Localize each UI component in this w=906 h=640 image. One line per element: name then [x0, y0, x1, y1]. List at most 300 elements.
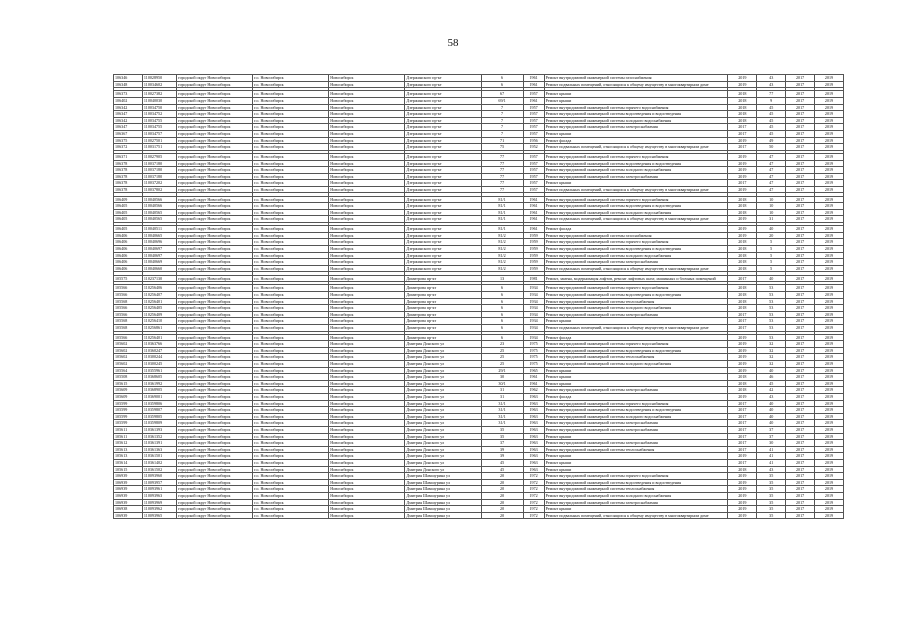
- table-cell: 110093969: [142, 499, 176, 506]
- table-cell: Новосибирск: [329, 473, 405, 480]
- table-cell: Новосибирск: [329, 361, 405, 368]
- table-cell: г.о. Новосибирск: [253, 486, 329, 493]
- table-cell: 32: [757, 361, 786, 368]
- table-cell: 6: [481, 318, 523, 325]
- table-cell: Ремонт внутридомовой инженерной системы горячего водоснабжения: [544, 473, 728, 480]
- table-cell: Ремонт внутридомовой инженерной системы горячего водоснабжения: [544, 104, 728, 111]
- table-cell: 2017: [786, 407, 815, 414]
- table-cell: Новосибирск: [329, 117, 405, 124]
- table-cell: 2018: [728, 97, 757, 104]
- table-cell: 2017: [786, 512, 815, 519]
- table-cell: Ремонт внутридомовой инженерной системы холодного водоснабжения: [544, 209, 728, 216]
- table-cell: городской округ Новосибирск: [177, 124, 253, 131]
- table-cell: городской округ Новосибирск: [177, 387, 253, 394]
- table-cell: 47: [757, 167, 786, 174]
- table-cell: 1965: [523, 367, 544, 374]
- table-cell: 110363766: [142, 341, 176, 348]
- table-cell: Новосибирск: [329, 427, 405, 434]
- table-cell: 20: [481, 506, 523, 513]
- table-cell: Дзержинского пр-кт: [405, 239, 481, 246]
- table-cell: Дзержинского пр-кт: [405, 196, 481, 203]
- table-cell: 2017: [786, 246, 815, 253]
- table-cell: 2017: [786, 453, 815, 460]
- table-cell: 40: [757, 275, 786, 282]
- table-cell: городской округ Новосибирск: [177, 160, 253, 167]
- table-cell: 1957: [523, 153, 544, 160]
- table-cell: 6: [481, 298, 523, 305]
- table-cell: 53: [757, 305, 786, 312]
- table-cell: Новосибирск: [329, 232, 405, 239]
- table-cell: Ремонт внутридомовой инженерной системы холодного водоснабжения: [544, 361, 728, 368]
- table-cell: Ремонт внутридомовой инженерной системы холодного водоснабжения: [544, 252, 728, 259]
- table-cell: 40: [757, 226, 786, 233]
- table-cell: Новосибирск: [329, 203, 405, 210]
- table-cell: Новосибирск: [329, 512, 405, 519]
- table-cell: г.о. Новосибирск: [253, 160, 329, 167]
- table-cell: 1957: [523, 111, 544, 118]
- table-cell: 1972: [523, 492, 544, 499]
- table-cell: Димитрова пр-кт: [405, 275, 481, 282]
- table-cell: 53: [757, 311, 786, 318]
- table-cell: 2019: [728, 473, 757, 480]
- table-cell: городской округ Новосибирск: [177, 512, 253, 519]
- table-cell: Новосибирск: [329, 130, 405, 137]
- table-cell: 2019: [815, 232, 844, 239]
- table-cell: 105599: [114, 420, 143, 427]
- table-cell: 81/2: [481, 265, 523, 272]
- table-cell: 2019: [815, 347, 844, 354]
- table-cell: Новосибирск: [329, 226, 405, 233]
- table-cell: Новосибирск: [329, 167, 405, 174]
- table-cell: городской округ Новосибирск: [177, 104, 253, 111]
- table-cell: Дзержинского пр-кт: [405, 81, 481, 88]
- table-cell: 110040511: [142, 226, 176, 233]
- table-cell: 110359809: [142, 420, 176, 427]
- table-row: [114, 186, 844, 193]
- table-cell: городской округ Новосибирск: [177, 433, 253, 440]
- table-row: [114, 394, 844, 401]
- table-cell: 7: [481, 104, 523, 111]
- table-row: [114, 285, 844, 292]
- table-cell: 106342: [114, 117, 143, 124]
- page-number: 58: [447, 37, 459, 49]
- table-cell: г.о. Новосибирск: [253, 186, 329, 193]
- table-cell: 2019: [728, 492, 757, 499]
- table-cell: 2017: [786, 334, 815, 341]
- table-cell: Новосибирск: [329, 173, 405, 180]
- table-cell: Дмитрия Донского ул: [405, 446, 481, 453]
- table-cell: 2019: [815, 111, 844, 118]
- table-row: [114, 173, 844, 180]
- table-cell: 2019: [728, 453, 757, 460]
- table-row: [114, 305, 844, 312]
- table-cell: Дзержинского пр-кт: [405, 75, 481, 82]
- table-cell: 106939: [114, 486, 143, 493]
- table-cell: Ремонт подвальных помещений, относящихся к общему имуществу в многоквартирном доме: [544, 265, 728, 272]
- table-cell: 2017: [728, 446, 757, 453]
- table-cell: 2017: [786, 265, 815, 272]
- table-cell: г.о. Новосибирск: [253, 81, 329, 88]
- table-row: [114, 341, 844, 348]
- table-cell: городской округ Новосибирск: [177, 492, 253, 499]
- table-cell: 43: [757, 394, 786, 401]
- table-cell: 2019: [815, 186, 844, 193]
- table-cell: Новосибирск: [329, 196, 405, 203]
- table-cell: 2019: [815, 407, 844, 414]
- table-cell: Новосибирск: [329, 459, 405, 466]
- table-cell: 110360247: [142, 347, 176, 354]
- table-cell: 81/2: [481, 232, 523, 239]
- table-cell: Новосибирск: [329, 506, 405, 513]
- table-cell: 110027382: [142, 91, 176, 98]
- table-cell: г.о. Новосибирск: [253, 492, 329, 499]
- table-cell: 2019: [815, 420, 844, 427]
- table-cell: городской округ Новосибирск: [177, 265, 253, 272]
- table-cell: 110256401: [142, 334, 176, 341]
- table-cell: 1957: [523, 186, 544, 193]
- table-cell: Новосибирск: [329, 305, 405, 312]
- table-row: [114, 380, 844, 387]
- table-cell: 110256406: [142, 285, 176, 292]
- table-cell: 71: [481, 137, 523, 144]
- table-cell: 1959: [523, 259, 544, 266]
- table-cell: 39: [481, 453, 523, 460]
- table-cell: 1959: [523, 246, 544, 253]
- table-cell: 2018: [728, 259, 757, 266]
- table-cell: г.о. Новосибирск: [253, 446, 329, 453]
- table-row: [114, 246, 844, 253]
- table-cell: 5: [757, 246, 786, 253]
- table-cell: 110093963: [142, 492, 176, 499]
- table-cell: Ремонт внутридомовой инженерной системы холодного водоснабжения: [544, 492, 728, 499]
- table-cell: 2017: [786, 354, 815, 361]
- table-cell: Дмитрия Донского ул: [405, 440, 481, 447]
- table-cell: Дзержинского пр-кт: [405, 216, 481, 223]
- table-cell: Новосибирск: [329, 367, 405, 374]
- table-row: [114, 259, 844, 266]
- table-cell: 77: [481, 153, 523, 160]
- table-cell: 2019: [728, 512, 757, 519]
- table-cell: 45: [757, 130, 786, 137]
- table-cell: 110037180: [142, 167, 176, 174]
- table-cell: Ремонт крыши: [544, 130, 728, 137]
- table-cell: 77: [481, 160, 523, 167]
- table-cell: 2017: [786, 400, 815, 407]
- table-row: [114, 466, 844, 473]
- table-row: [114, 81, 844, 88]
- table-cell: Дмитрия Донского ул: [405, 367, 481, 374]
- table-cell: 2019: [815, 427, 844, 434]
- table-row: [114, 361, 844, 368]
- table-cell: 2017: [786, 117, 815, 124]
- table-cell: г.о. Новосибирск: [253, 226, 329, 233]
- table-cell: 105568: [114, 318, 143, 325]
- table-cell: Димитрова пр-кт: [405, 334, 481, 341]
- table-cell: 110300245: [142, 361, 176, 368]
- table-cell: г.о. Новосибирск: [253, 499, 329, 506]
- table-cell: Новосибирск: [329, 252, 405, 259]
- table-cell: 2019: [815, 81, 844, 88]
- table-cell: 110359807: [142, 407, 176, 414]
- table-cell: г.о. Новосибирск: [253, 259, 329, 266]
- table-cell: г.о. Новосибирск: [253, 459, 329, 466]
- table-cell: Дзержинского пр-кт: [405, 265, 481, 272]
- table-cell: 106938: [114, 506, 143, 513]
- table-cell: 1959: [523, 265, 544, 272]
- table-row: [114, 407, 844, 414]
- table-cell: г.о. Новосибирск: [253, 173, 329, 180]
- table-cell: 105614: [114, 459, 143, 466]
- table-cell: Дмитрия Шамшурина ул: [405, 512, 481, 519]
- table-cell: Ремонт внутридомовой инженерной системы электроснабжения: [544, 311, 728, 318]
- table-row: [114, 479, 844, 486]
- table-cell: 1961: [523, 226, 544, 233]
- table-cell: 41: [757, 453, 786, 460]
- table-cell: Новосибирск: [329, 499, 405, 506]
- table-cell: 39: [481, 446, 523, 453]
- table-cell: 105609: [114, 387, 143, 394]
- table-cell: 7: [481, 130, 523, 137]
- table-cell: Новосибирск: [329, 420, 405, 427]
- table-cell: 110368605: [142, 374, 176, 381]
- table-cell: 45: [481, 459, 523, 466]
- table-cell: 2017: [786, 75, 815, 82]
- table-cell: Новосибирск: [329, 298, 405, 305]
- table-cell: Ремонт фасада: [544, 334, 728, 341]
- table-cell: городской округ Новосибирск: [177, 354, 253, 361]
- table-cell: городской округ Новосибирск: [177, 499, 253, 506]
- table-cell: 2019: [815, 380, 844, 387]
- table-cell: 106378: [114, 186, 143, 193]
- table-cell: городской округ Новосибирск: [177, 427, 253, 434]
- table-cell: 106939: [114, 512, 143, 519]
- table-cell: 25: [481, 361, 523, 368]
- table-row: [114, 387, 844, 394]
- table-cell: 35: [757, 473, 786, 480]
- table-cell: 2017: [728, 311, 757, 318]
- table-cell: Новосибирск: [329, 97, 405, 104]
- table-cell: Ремонт внутридомовой инженерной системы теплоснабжения: [544, 486, 728, 493]
- table-cell: Дмитрия Донского ул: [405, 400, 481, 407]
- table-cell: 105613: [114, 446, 143, 453]
- table-cell: Ремонт фасада: [544, 226, 728, 233]
- table-cell: 106406: [114, 265, 143, 272]
- table-cell: 47: [757, 160, 786, 167]
- table-cell: 110034602: [142, 81, 176, 88]
- table-cell: Дзержинского пр-кт: [405, 209, 481, 216]
- table-cell: Новосибирск: [329, 186, 405, 193]
- table-cell: 2017: [786, 394, 815, 401]
- table-cell: 50: [757, 144, 786, 151]
- table-cell: 2017: [728, 180, 757, 187]
- table-cell: 105566: [114, 311, 143, 318]
- table-cell: г.о. Новосибирск: [253, 311, 329, 318]
- table-cell: 2017: [786, 506, 815, 513]
- table-cell: Новосибирск: [329, 453, 405, 460]
- table-cell: 2019: [728, 137, 757, 144]
- table-cell: Дзержинского пр-кт: [405, 91, 481, 98]
- table-cell: 2019: [815, 173, 844, 180]
- table-cell: Дзержинского пр-кт: [405, 232, 481, 239]
- table-cell: 2018: [728, 117, 757, 124]
- table-cell: Дзержинского пр-кт: [405, 252, 481, 259]
- table-cell: Новосибирск: [329, 239, 405, 246]
- table-cell: 106939: [114, 499, 143, 506]
- table-cell: городской округ Новосибирск: [177, 407, 253, 414]
- table-cell: 1961: [523, 374, 544, 381]
- table-cell: 67: [481, 91, 523, 98]
- table-cell: 2018: [728, 285, 757, 292]
- table-cell: 110027905: [142, 153, 176, 160]
- table-cell: 81/1: [481, 196, 523, 203]
- table-cell: 1972: [523, 512, 544, 519]
- table-cell: 2019: [815, 180, 844, 187]
- table-cell: 2017: [786, 311, 815, 318]
- table-cell: Новосибирск: [329, 216, 405, 223]
- table-cell: 110361363: [142, 446, 176, 453]
- table-cell: 2017: [786, 130, 815, 137]
- table-cell: 2019: [815, 473, 844, 480]
- table-cell: г.о. Новосибирск: [253, 473, 329, 480]
- table-row: [114, 499, 844, 506]
- table-cell: 1963: [523, 427, 544, 434]
- table-cell: Новосибирск: [329, 75, 405, 82]
- table-cell: Ремонт фасада: [544, 394, 728, 401]
- table-cell: 106346: [114, 75, 143, 82]
- table-row: [114, 239, 844, 246]
- table-cell: 110034755: [142, 124, 176, 131]
- table-cell: г.о. Новосибирск: [253, 341, 329, 348]
- table-cell: 1957: [523, 173, 544, 180]
- table-cell: Новосибирск: [329, 318, 405, 325]
- table-cell: городской округ Новосибирск: [177, 361, 253, 368]
- table-cell: Ремонт внутридомовой инженерной системы водоотведения и водоотведения: [544, 479, 728, 486]
- table-cell: 106409: [114, 196, 143, 203]
- table-cell: 2019: [815, 446, 844, 453]
- table-cell: 32: [757, 341, 786, 348]
- table-cell: 110369001: [142, 394, 176, 401]
- table-cell: Ремонт внутридомовой инженерной системы горячего водоснабжения: [544, 400, 728, 407]
- table-cell: 106406: [114, 232, 143, 239]
- table-cell: 2019: [728, 167, 757, 174]
- table-cell: 106402: [114, 97, 143, 104]
- table-cell: 13: [481, 275, 523, 282]
- table-cell: Новосибирск: [329, 265, 405, 272]
- table-cell: 2017: [786, 252, 815, 259]
- table-cell: 1934: [523, 305, 544, 312]
- table-cell: 2018: [728, 252, 757, 259]
- table-cell: 2017: [786, 137, 815, 144]
- table-cell: городской округ Новосибирск: [177, 413, 253, 420]
- table-cell: 81/2: [481, 259, 523, 266]
- table-cell: городской округ Новосибирск: [177, 291, 253, 298]
- table-cell: г.о. Новосибирск: [253, 512, 329, 519]
- table-cell: 1957: [523, 180, 544, 187]
- table-cell: 2018: [728, 298, 757, 305]
- table-cell: Дмитрия Донского ул: [405, 420, 481, 427]
- table-cell: Новосибирск: [329, 275, 405, 282]
- table-cell: 6: [481, 324, 523, 331]
- table-cell: 20: [481, 512, 523, 519]
- table-cell: 2017: [786, 459, 815, 466]
- table-cell: 2017: [786, 167, 815, 174]
- table-cell: 110359805: [142, 413, 176, 420]
- table-cell: 35: [481, 433, 523, 440]
- table-cell: 1934: [523, 298, 544, 305]
- table-cell: 2019: [815, 305, 844, 312]
- table-cell: 105575: [114, 275, 143, 282]
- table-cell: Новосибирск: [329, 324, 405, 331]
- table-cell: Ремонт крыши: [544, 453, 728, 460]
- table-cell: 1963: [523, 440, 544, 447]
- table-cell: городской округ Новосибирск: [177, 341, 253, 348]
- table-cell: городской округ Новосибирск: [177, 400, 253, 407]
- table-cell: Новосибирск: [329, 374, 405, 381]
- table-row: [114, 75, 844, 82]
- table-cell: Новосибирск: [329, 124, 405, 131]
- table-cell: Новосибирск: [329, 246, 405, 253]
- table-cell: 46: [757, 374, 786, 381]
- table-cell: 20: [481, 486, 523, 493]
- table-cell: 20: [481, 473, 523, 480]
- table-cell: Ремонт внутридомовой инженерной системы водоотведения и водоотведения: [544, 246, 728, 253]
- table-cell: Ремонт подвальных помещений, относящихся к общему имуществу в многоквартирном доме: [544, 216, 728, 223]
- table-cell: Дзержинского пр-кт: [405, 173, 481, 180]
- table-cell: 2017: [728, 413, 757, 420]
- table-cell: городской округ Новосибирск: [177, 232, 253, 239]
- table-cell: 35: [757, 506, 786, 513]
- table-cell: г.о. Новосибирск: [253, 334, 329, 341]
- table-cell: Дзержинского пр-кт: [405, 153, 481, 160]
- table-cell: городской округ Новосибирск: [177, 311, 253, 318]
- table-row: [114, 160, 844, 167]
- table-cell: Дзержинского пр-кт: [405, 203, 481, 210]
- table-cell: Дмитрия Донского ул: [405, 407, 481, 414]
- table-cell: 2018: [728, 203, 757, 210]
- table-cell: 110256410: [142, 318, 176, 325]
- table-cell: 2019: [815, 374, 844, 381]
- table-cell: городской округ Новосибирск: [177, 226, 253, 233]
- table-cell: 53: [757, 318, 786, 325]
- table-cell: Ремонт внутридомовой инженерной системы холодного водоснабжения: [544, 305, 728, 312]
- table-cell: Ремонт крыши: [544, 97, 728, 104]
- table-cell: 106348: [114, 81, 143, 88]
- table-cell: 110040565: [142, 209, 176, 216]
- table-cell: Димитрова пр-кт: [405, 298, 481, 305]
- table-cell: 2019: [728, 479, 757, 486]
- table-row: [114, 91, 844, 98]
- table-cell: 2017: [786, 433, 815, 440]
- table-cell: 35: [757, 492, 786, 499]
- table-cell: Новосибирск: [329, 492, 405, 499]
- table-row: [114, 137, 844, 144]
- table-cell: Дмитрия Донского ул: [405, 354, 481, 361]
- table-cell: 110093957: [142, 479, 176, 486]
- table-cell: 40: [757, 413, 786, 420]
- table-cell: Ремонт внутридомовой инженерной системы горячего водоснабжения: [544, 285, 728, 292]
- table-cell: 1957: [523, 160, 544, 167]
- table-cell: 6: [481, 291, 523, 298]
- table-cell: Ремонт внутридомовой инженерной системы горячего водоснабжения: [544, 153, 728, 160]
- table-cell: Ремонт крыши: [544, 91, 728, 98]
- table-cell: 2019: [728, 394, 757, 401]
- table-cell: Ремонт внутридомовой инженерной системы горячего водоснабжения: [544, 239, 728, 246]
- table-row: [114, 117, 844, 124]
- table-cell: 7: [481, 111, 523, 118]
- table-row: [114, 512, 844, 519]
- table-cell: г.о. Новосибирск: [253, 196, 329, 203]
- table-cell: 1972: [523, 473, 544, 480]
